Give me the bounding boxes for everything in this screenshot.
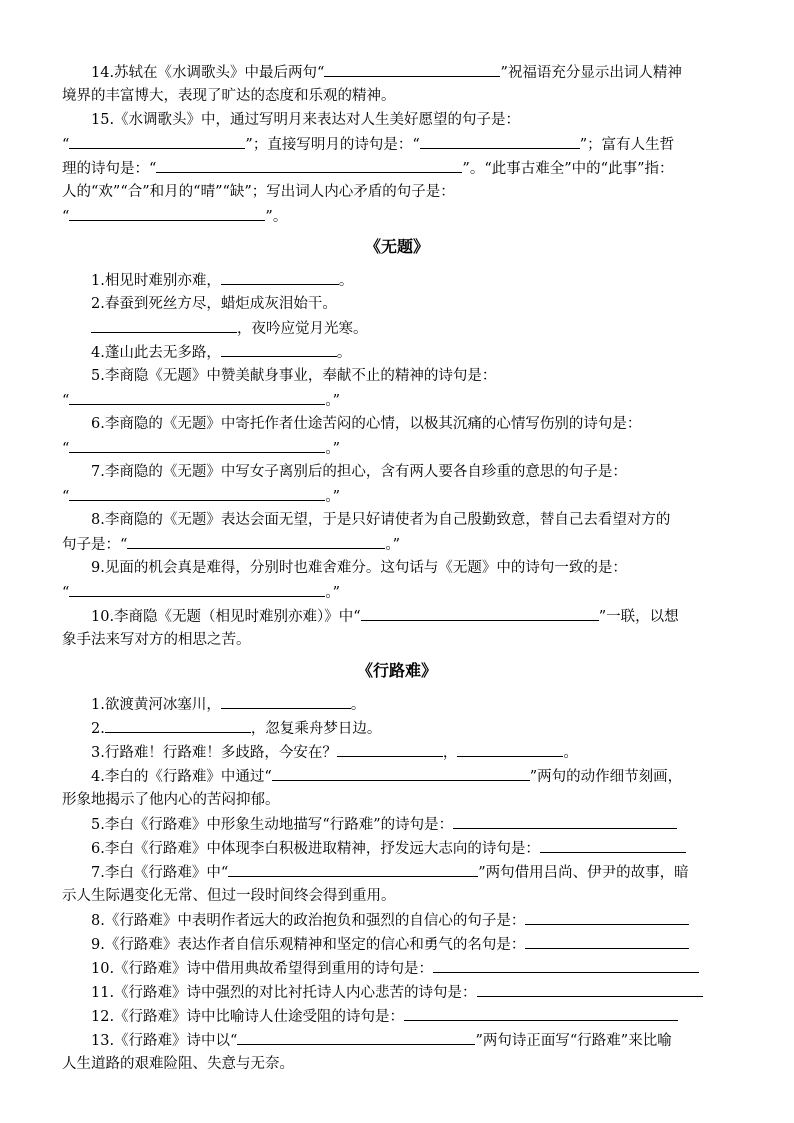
wuti-q4: 4.蓬山此去无多路， 。	[91, 342, 351, 363]
answer-blank[interactable]	[477, 982, 703, 997]
answer-blank[interactable]	[404, 1006, 678, 1021]
answer-blank[interactable]	[420, 134, 580, 149]
wuti-q9: 9.见面的机会真是难得，分别时也难舍难分。这句话与《无题》中的诗句一致的是：	[91, 560, 627, 576]
answer-blank[interactable]	[361, 606, 599, 621]
xln-q10: 10.《行路难》诗中借用典故希望得到重用的诗句是：	[91, 958, 699, 979]
section-title-xinglunan: 《行路难》	[356, 661, 437, 680]
answer-blank[interactable]	[237, 1030, 475, 1045]
answer-blank[interactable]	[221, 694, 351, 709]
answer-blank[interactable]	[525, 910, 689, 925]
wuti-q10: 10.李商隐《无题（相见时难别亦难）》中“ ”一联，以想	[91, 606, 679, 627]
xln-q8: 8.《行路难》中表明作者远大的政治抱负和强烈的自信心的句子是：	[91, 910, 689, 931]
answer-blank[interactable]	[221, 270, 339, 285]
wuti-q8: 8.李商隐的《无题》表达会面无望，于是只好请使者为自己殷勤致意，替自己去看望对方的	[91, 512, 671, 528]
wuti-q1: 1.相见时难别亦难， 。	[91, 270, 353, 291]
answer-blank[interactable]	[457, 742, 563, 757]
answer-blank[interactable]	[221, 342, 337, 357]
answer-blank[interactable]	[453, 814, 677, 829]
question-15-line3: 理的诗句是：“ ”。“此事古难全”中的“此事”指：	[62, 158, 674, 179]
answer-blank[interactable]	[69, 206, 265, 221]
wuti-q2: 2.春蚕到死丝方尽，蜡炬成灰泪始干。	[91, 296, 337, 312]
question-15-line2: “ ”；直接写明月的诗句是：“ ”；富有人生哲	[62, 134, 674, 155]
xln-q2: 2. ，忽复乘舟梦日边。	[91, 718, 381, 739]
answer-blank[interactable]	[105, 718, 251, 733]
xln-q7: 7.李白《行路难》中“ ”两句借用吕尚、伊尹的故事，暗	[91, 862, 689, 883]
xln-q6: 6.李白《行路难》中体现李白积极进取精神，抒发远大志向的诗句是：	[91, 838, 686, 859]
answer-blank[interactable]	[337, 742, 443, 757]
xln-q13-cont: 人生道路的艰难险阻、失意与无奈。	[62, 1056, 294, 1072]
answer-blank[interactable]	[540, 838, 686, 853]
wuti-q5: 5.李商隐《无题》中赞美献身事业，奉献不止的精神的诗句是：	[91, 368, 497, 384]
question-14-cont: 境界的丰富博大，表现了旷达的态度和乐观的精神。	[62, 88, 396, 104]
answer-blank[interactable]	[272, 766, 530, 781]
question-15-line4: 人的“欢”“合”和月的“晴”“缺”；写出词人内心矛盾的句子是：	[62, 184, 455, 200]
xln-q12: 12.《行路难》诗中比喻诗人仕途受阻的诗句是：	[91, 1006, 678, 1027]
answer-blank[interactable]	[69, 582, 325, 597]
wuti-q6: 6.李商隐的《无题》中寄托作者仕途苦闷的心情，以极其沉痛的心情写伤别的诗句是：	[91, 416, 642, 432]
answer-blank[interactable]	[69, 134, 245, 149]
answer-blank[interactable]	[324, 62, 500, 77]
wuti-q10-cont: 象手法来写对方的相思之苦。	[62, 632, 251, 648]
wuti-q7: 7.李商隐的《无题》中写女子离别后的担心，含有两人要各自珍重的意思的句子是：	[91, 464, 627, 480]
xln-q4-cont: 形象地揭示了他内心的苦闷抑郁。	[62, 792, 280, 808]
xln-q4: 4.李白的《行路难》中通过“ ”两句的动作细节刻画，	[91, 766, 682, 787]
wuti-q8-answer: 句子是：“ 。”	[62, 534, 400, 555]
answer-blank[interactable]	[433, 958, 699, 973]
answer-blank[interactable]	[69, 390, 325, 405]
answer-blank[interactable]	[69, 438, 325, 453]
wuti-q3: ，夜吟应觉月光寒。	[91, 318, 368, 339]
xln-q13: 13.《行路难》诗中以“ ”两句诗正面写“行路难”来比喻	[91, 1030, 672, 1051]
question-15-line5: “ ”。	[62, 206, 287, 227]
question-14: 14.苏轼在《水调歌头》中最后两句“ ”祝福语充分显示出词人精神	[91, 62, 682, 83]
xln-q5: 5.李白《行路难》中形象生动地描写“行路难”的诗句是：	[91, 814, 677, 835]
xln-q9: 9.《行路难》表达作者自信乐观精神和坚定的信心和勇气的名句是：	[91, 934, 689, 955]
answer-blank[interactable]	[91, 318, 237, 333]
wuti-q7-answer: “ 。”	[62, 486, 340, 507]
wuti-q6-answer: “ 。”	[62, 438, 340, 459]
question-15: 15.《水调歌头》中，通过写明月来表达对人生美好愿望的句子是：	[91, 112, 521, 128]
wuti-q9-answer: “ 。”	[62, 582, 340, 603]
answer-blank[interactable]	[525, 934, 689, 949]
wuti-q5-answer: “ 。”	[62, 390, 340, 411]
xln-q7-cont: 示人生际遇变化无常、但过一段时间终会得到重用。	[62, 888, 396, 904]
answer-blank[interactable]	[156, 158, 462, 173]
answer-blank[interactable]	[228, 862, 478, 877]
xln-q3: 3.行路难！行路难！多歧路，今安在？ ， 。	[91, 742, 578, 763]
xln-q11: 11.《行路难》诗中强烈的对比衬托诗人内心悲苦的诗句是：	[91, 982, 703, 1003]
xln-q1: 1.欲渡黄河冰塞川， 。	[91, 694, 365, 715]
answer-blank[interactable]	[69, 486, 325, 501]
answer-blank[interactable]	[127, 534, 385, 549]
section-title-wuti: 《无题》	[364, 237, 429, 256]
